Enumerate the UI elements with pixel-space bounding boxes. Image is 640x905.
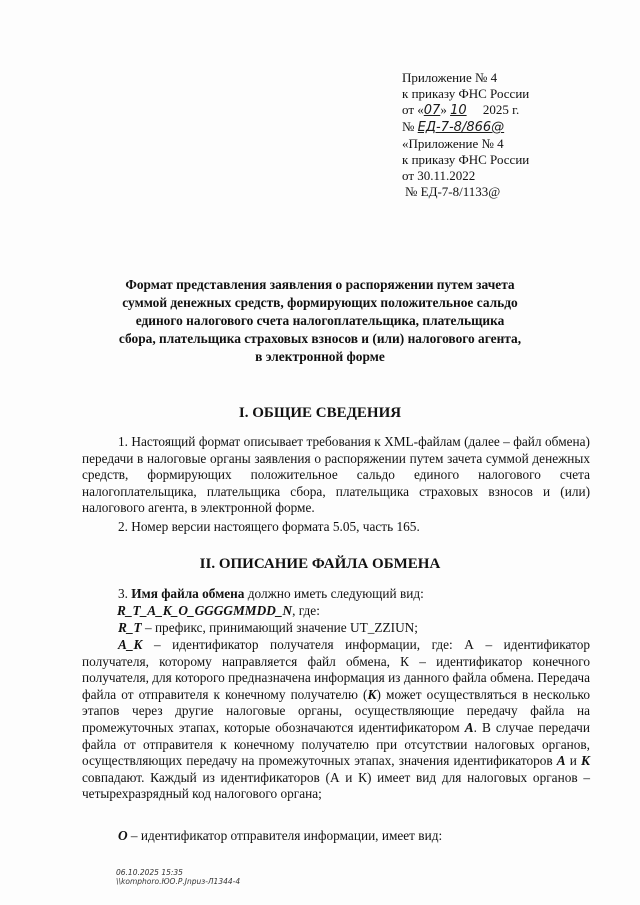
paragraph-2: 2. Номер версии настоящего формата 5.05, часть 165.	[118, 519, 420, 534]
term-o: O	[118, 828, 128, 843]
document-title	[100, 276, 540, 366]
appendix-date	[402, 102, 602, 119]
filename-pattern: R_T_A_K_O_GGGGMMDD_N	[117, 603, 293, 618]
term-k: К	[580, 753, 590, 769]
title-line: единого налогового счета налогоплательщика, плательщика	[135, 313, 505, 328]
p3-bold-term: Имя файла обмена	[131, 586, 245, 601]
term-a: А	[556, 753, 566, 769]
term-k: К	[367, 686, 377, 702]
print-footer	[116, 868, 240, 886]
term-ak: A_K	[118, 637, 143, 652]
appendix-block	[402, 70, 602, 200]
definition-rt	[82, 620, 590, 637]
appendix-line: Приложение № 4	[402, 70, 498, 85]
section-heading-2: II. ОПИСАНИЕ ФАЙЛА ОБМЕНА	[199, 556, 441, 572]
appendix-line: № ЕД-7-8/1133@	[405, 184, 501, 199]
filename-pattern-line	[117, 603, 590, 620]
title-line: Формат представления заявления о распоряжении путем зачета	[125, 277, 515, 292]
number-prefix: №	[402, 119, 418, 134]
def-ak-part: ) может осуществляться в несколько этапов через другие налоговые органы, осуществляющие передачу файла на промежуточных этапах, которые обозначаются идентификатором	[82, 686, 590, 735]
date-prefix: от «	[402, 102, 424, 117]
date-year: 2025 г.	[482, 102, 520, 117]
appendix-line: «Приложение № 4	[402, 136, 504, 151]
date-mid: »	[440, 102, 451, 117]
title-line: сбора, плательщика страховых взносов и (или) налогового агента,	[118, 331, 522, 346]
def-ak-part: совпадают. Каждый из идентификаторов (А и К) имеет вид для налоговых органов – четырехразрядный код налогового органа;	[82, 769, 590, 802]
paragraph-1: 1. Настоящий формат описывает требования к XML-файлам (далее – файл обмена) передачи в налоговые органы заявления о распоряжении путем зачета суммой денежных средств, формирующих положительное сальдо единого налогового счета налогоплательщика, плательщика сбора, плательщика страховых взносов и (или) налогового агента, в электронной форме.	[82, 434, 590, 516]
title-line: суммой денежных средств, формирующих положительное сальдо	[122, 295, 518, 310]
definition-ak	[82, 637, 590, 803]
footer-path: \\komphoro.ЮО.Р.Jnpuз-Л1344-4	[116, 877, 241, 886]
pattern-tail: , где:	[292, 603, 320, 618]
def-o: – идентификатор отправителя информации, имеет вид:	[127, 828, 443, 843]
term-a: А	[464, 719, 474, 735]
title-line: в электронной форме	[255, 349, 385, 364]
footer-timestamp: 06.10.2025 15:35	[116, 868, 183, 877]
handwritten-month: 10	[450, 103, 467, 118]
def-ak-part: . В случае передачи файла от отправителя к конечному получателю при отсутствии налоговых органов, осуществляющих передачу на промежуточных этапах, значения идентификаторов	[82, 719, 590, 769]
definition-o	[82, 828, 590, 845]
section-heading-1: I. ОБЩИЕ СВЕДЕНИЯ	[238, 405, 402, 421]
term-rt: R_T	[118, 620, 142, 635]
appendix-line: к приказу ФНС России	[402, 152, 530, 167]
def-rt: – префикс, принимающий значение UT_ZZIUN;	[141, 620, 418, 635]
appendix-line: к приказу ФНС России	[402, 86, 530, 101]
handwritten-day: 07	[423, 103, 441, 118]
paragraph-3	[82, 586, 590, 603]
def-ak-part: – идентификатор получателя информации, где: А – идентификатор получателя, которому направляется файл обмена, К – идентификатор конечного получателя, для которого предназначена информация из данного файла обмена. Передача файла от отправителя к конечному получателю (	[82, 637, 590, 702]
handwritten-order-number: ЕД-7-8/866@	[417, 120, 505, 135]
appendix-line: от 30.11.2022	[402, 168, 476, 183]
p3-number: 3.	[118, 586, 132, 601]
def-ak-and: и	[565, 753, 581, 769]
appendix-number	[402, 119, 602, 136]
p3-text: должно иметь следующий вид:	[244, 586, 424, 601]
